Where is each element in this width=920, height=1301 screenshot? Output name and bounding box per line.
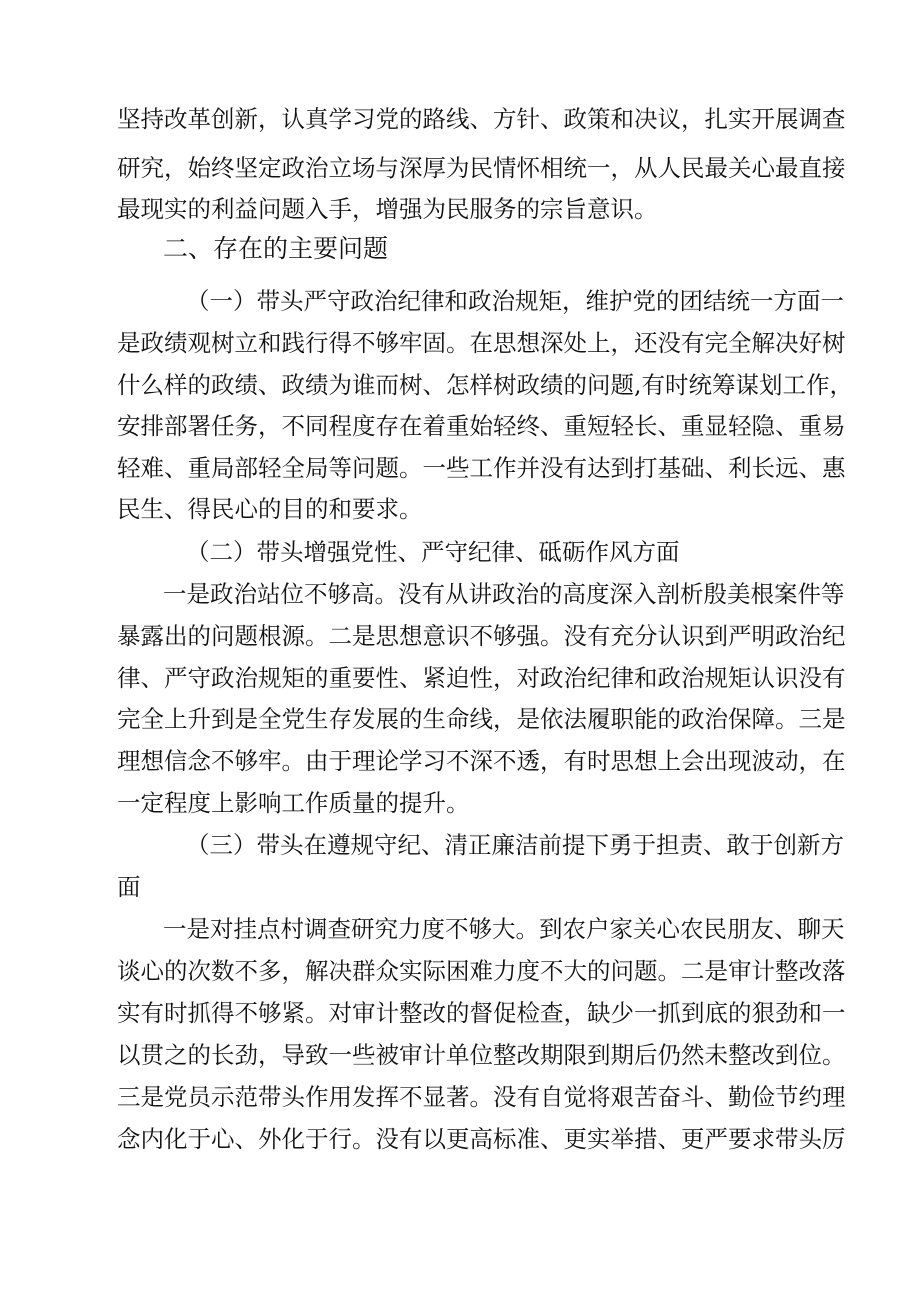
paragraph-line: 研究，始终坚定政治立场与深厚为民情怀相统一，从人民最关心最直接 [117,154,846,182]
paragraph-line: 是政绩观树立和践行得不够牢固。在思想深处上，还没有完全解决好树 [117,329,846,357]
paragraph-line: 完全上升到是全党生存发展的生命线，是依法履职能的政治保障。三是 [117,705,846,733]
paragraph-line: 谈心的次数不多，解决群众实际困难力度不大的问题。二是审计整改落 [117,957,846,985]
paragraph-line: 以贯之的长劲，导致一些被审计单位整改期限到期后仍然未整改到位。 [117,1041,846,1069]
section-heading: 二、存在的主要问题 [163,234,389,263]
paragraph-line: 一是对挂点村调查研究力度不够大。到农户家关心农民朋友、聊天 [163,915,845,943]
paragraph-line: 安排部署任务，不同程度存在着重始轻终、重短轻长、重显轻隐、重易 [117,412,846,440]
paragraph-line: 理想信念不够牢。由于理论学习不深不透，有时思想上会出现波动，在 [117,747,846,775]
paragraph-line: 最现实的利益问题入手，增强为民服务的宗旨意识。 [117,195,658,223]
subsection-title: （三）带头在遵规守纪、清正廉洁前提下勇于担责、敢于创新方 [186,831,844,859]
subsection-title: （二）带头增强党性、严守纪律、砥砺作风方面 [186,538,680,566]
subsection-title: 面 [117,873,141,901]
paragraph-line: 暴露出的问题根源。二是思想意识不够强。没有充分认识到严明政治纪 [117,622,846,650]
paragraph-line: 律、严守政治规矩的重要性、紧迫性，对政治纪律和政治规矩认识没有 [117,664,846,692]
subsection-title: （一）带头严守政治纪律和政治规矩，维护党的团结统一方面一 [186,287,844,315]
paragraph-line: 民生、得民心的目的和要求。 [117,495,423,523]
paragraph-line: 一定程度上影响工作质量的提升。 [117,789,470,817]
paragraph-line: 一是政治站位不够高。没有从讲政治的高度深入剖析殷美根案件等 [163,580,845,608]
paragraph-line: 坚持改革创新，认真学习党的路线、方针、政策和决议，扎实开展调查 [117,105,846,133]
paragraph-line: 念内化于心、外化于行。没有以更高标准、更实举措、更严要求带头厉 [117,1125,846,1153]
paragraph-line: 什么样的政绩、政绩为谁而树、怎样树政绩的问题,有时统筹谋划工作， [117,371,853,399]
paragraph-line: 三是党员示范带头作用发挥不显著。没有自觉将艰苦奋斗、勤俭节约理 [117,1083,846,1111]
paragraph-line: 轻难、重局部轻全局等问题。一些工作并没有达到打基础、利长远、惠 [117,454,846,482]
paragraph-line: 实有时抓得不够紧。对审计整改的督促检查，缺少一抓到底的狠劲和一 [117,999,846,1027]
